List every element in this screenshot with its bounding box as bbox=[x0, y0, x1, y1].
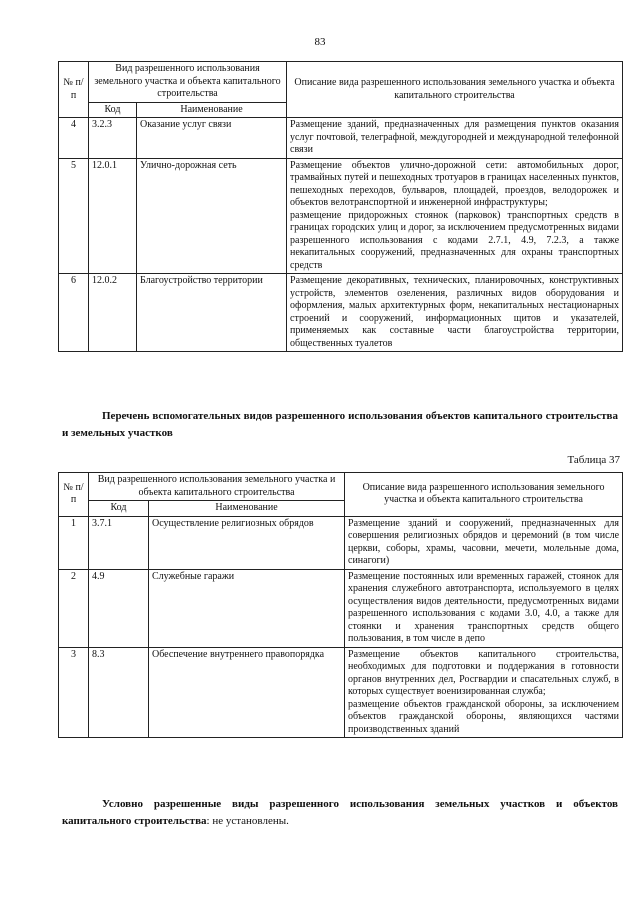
header-code: Код bbox=[89, 501, 149, 517]
row-num: 1 bbox=[59, 516, 89, 569]
table-row bbox=[59, 158, 623, 274]
header-name: Наименование bbox=[137, 102, 287, 118]
conditional-uses-paragraph bbox=[62, 796, 618, 830]
row-description bbox=[287, 158, 623, 274]
row-description: Размещение декоративных, технических, планировочных, конструктивных устройств, элементов озеленения, различных видов оборудования и оформления, малых архитектурных форм, некапитальных нестационарных строений и сооружений, информационных щитов и указателей, применяемых как составные части благоустройства территории, общественных туалетов bbox=[287, 274, 623, 352]
table-row bbox=[59, 569, 623, 647]
row-description: Размещение зданий и сооружений, предназначенных для совершения религиозных обрядов и церемоний (в том числе церкви, соборы, храмы, часовни, мечети, молельные дома, синагоги) bbox=[345, 516, 623, 569]
description-part: размещение придорожных стоянок (парковок) транспортных средств в границах городских улиц и дорог, за исключением предусмотренных видами разрешенного использования с кодами 2.7.1, 4.9, 7.2.3, а также некапитальных сооружений, предназначенных для охраны транспортных средств bbox=[290, 209, 620, 271]
page-number: 83 bbox=[314, 36, 326, 48]
header-use-type: Вид разрешенного использования земельного участка и объекта капитального строительства bbox=[89, 473, 345, 501]
row-code: 12.0.2 bbox=[89, 274, 137, 352]
table-row bbox=[59, 516, 623, 569]
conditional-uses-value: : не установлены. bbox=[206, 815, 289, 827]
row-name: Обеспечение внутреннего правопорядка bbox=[149, 647, 345, 738]
main-uses-table-continued bbox=[58, 61, 623, 352]
row-description bbox=[345, 647, 623, 738]
row-code: 12.0.1 bbox=[89, 158, 137, 274]
row-num: 4 bbox=[59, 118, 89, 159]
row-num: 2 bbox=[59, 569, 89, 647]
description-part: Размещение объектов улично-дорожной сети: автомобильных дорог, трамвайных путей и пешеходных тротуаров в границах населенных пунктов, пешеходных переходов, бульваров, площадей, проездов, велодорожек и объектов велотранспортной и инженерной инфраструктуры; bbox=[290, 159, 620, 208]
header-num: № п/п bbox=[59, 62, 89, 118]
row-name: Служебные гаражи bbox=[149, 569, 345, 647]
header-description: Описание вида разрешенного использования земельного участка и объекта капитального строительства bbox=[287, 62, 623, 118]
row-description: Размещение зданий, предназначенных для размещения пунктов оказания услуг почтовой, телеграфной, междугородней и международной телефонной связи bbox=[287, 118, 623, 159]
row-name: Улично-дорожная сеть bbox=[137, 158, 287, 274]
description-part: Размещение объектов капитального строительства, необходимых для подготовки и поддержания в готовности органов внутренних дел, Росгвардии и спасательных служб, в которых существует военизированная служба; bbox=[348, 648, 620, 697]
conditional-uses-title: Условно разрешенные виды разрешенного использования земельных участков и объектов капитального строительства bbox=[62, 798, 618, 827]
row-description: Размещение постоянных или временных гаражей, стоянок для хранения служебного автотранспорта, используемого в целях осуществления видов деятельности, предусмотренных видами разрешенного использования с кодами 3.0, 4.0, а также для стоянки и хранения транспортных средств общего пользования, в том числе в депо bbox=[345, 569, 623, 647]
row-code: 8.3 bbox=[89, 647, 149, 738]
row-num: 5 bbox=[59, 158, 89, 274]
header-description: Описание вида разрешенного использования земельного участка и объекта капитального строительства bbox=[345, 473, 623, 517]
row-name: Благоустройство территории bbox=[137, 274, 287, 352]
header-num: № п/п bbox=[59, 473, 89, 517]
table-row bbox=[59, 274, 623, 352]
row-code: 4.9 bbox=[89, 569, 149, 647]
row-num: 3 bbox=[59, 647, 89, 738]
auxiliary-uses-heading: Перечень вспомогательных видов разрешенного использования объектов капитального строительства и земельных участков bbox=[62, 410, 618, 439]
header-name: Наименование bbox=[149, 501, 345, 517]
row-code: 3.2.3 bbox=[89, 118, 137, 159]
auxiliary-uses-table bbox=[58, 472, 623, 738]
row-name: Осуществление религиозных обрядов bbox=[149, 516, 345, 569]
row-code: 3.7.1 bbox=[89, 516, 149, 569]
row-name: Оказание услуг связи bbox=[137, 118, 287, 159]
table-row bbox=[59, 118, 623, 159]
description-part: размещение объектов гражданской обороны, за исключением объектов гражданской обороны, являющихся частями производственных зданий bbox=[348, 698, 620, 735]
table-row bbox=[59, 647, 623, 738]
row-num: 6 bbox=[59, 274, 89, 352]
header-use-type: Вид разрешенного использования земельного участка и объекта капитального строительства bbox=[89, 62, 287, 103]
table-caption: Таблица 37 bbox=[567, 454, 620, 466]
header-code: Код bbox=[89, 102, 137, 118]
